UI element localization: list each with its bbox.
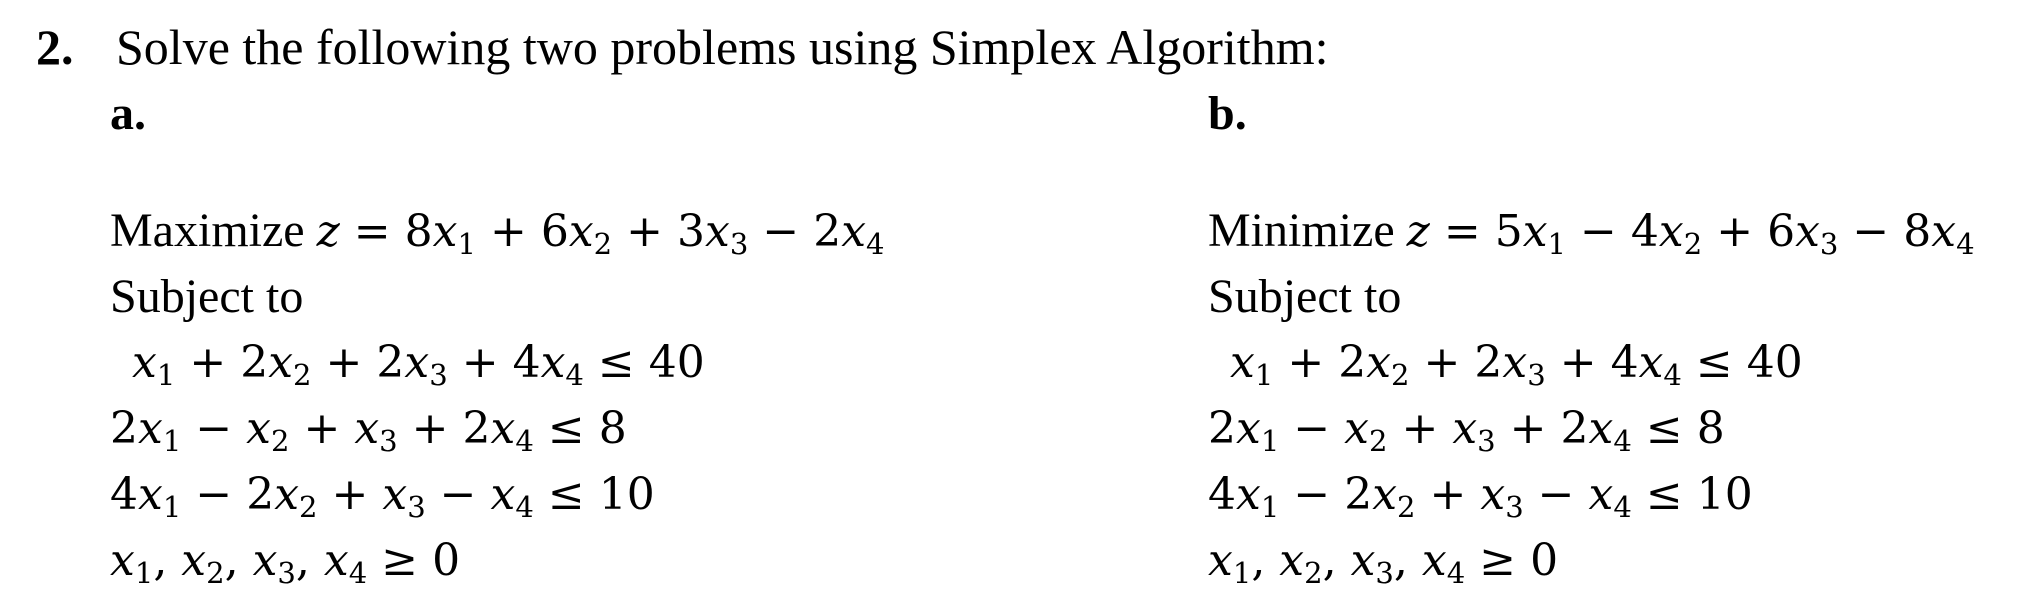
part-b-constraint-1: $x_1 + 2x_2 + 2x_3 + 4x_4 \le 40$ (1230, 337, 1803, 393)
part-a-constraint-2: $2x_1 - x_2 + x_3 + 2x_4 \le 8$ (110, 403, 627, 459)
part-a-nonnegativity: $x_1$, $x_2$, $x_3$, $x_4 \ge 0$ (110, 535, 461, 591)
part-a-objective-expr: $z = 8x_1 + 6x_2 + 3x_3 - 2x_4$ (316, 206, 885, 262)
part-b-problem (1208, 198, 2039, 594)
part-a-label: a. (110, 87, 146, 140)
question-heading (36, 14, 1328, 80)
part-b-objective (1208, 198, 2039, 264)
part-b-nonnegativity: $x_1$, $x_2$, $x_3$, $x_4 \ge 0$ (1208, 535, 1559, 591)
part-a (110, 82, 1010, 594)
part-a-problem (110, 198, 1010, 594)
part-a-subject-to: Subject to (110, 270, 304, 323)
part-b-subject-to: Subject to (1208, 270, 1402, 323)
part-a-objective (110, 198, 1010, 264)
part-a-constraint-3: $4x_1 - 2x_2 + x_3 - x_4 \le 10$ (110, 469, 655, 525)
part-a-objective-word: Maximize (110, 204, 305, 257)
question-number: 2. (36, 19, 74, 75)
part-b-constraint-2: $2x_1 - x_2 + x_3 + 2x_4 \le 8$ (1208, 403, 1725, 459)
part-b-objective-word: Minimize (1208, 204, 1395, 257)
part-b-constraint-3: $4x_1 - 2x_2 + x_3 - x_4 \le 10$ (1208, 469, 1753, 525)
part-b-objective-expr: $z = 5x_1 - 4x_2 + 6x_3 - 8x_4$ (1406, 206, 1975, 262)
part-b-label: b. (1208, 87, 1247, 140)
part-a-constraint-1: $x_1 + 2x_2 + 2x_3 + 4x_4 \le 40$ (132, 337, 705, 393)
question-text: Solve the following two problems using Simplex Algorithm: (116, 19, 1329, 75)
part-b (1208, 82, 2039, 594)
